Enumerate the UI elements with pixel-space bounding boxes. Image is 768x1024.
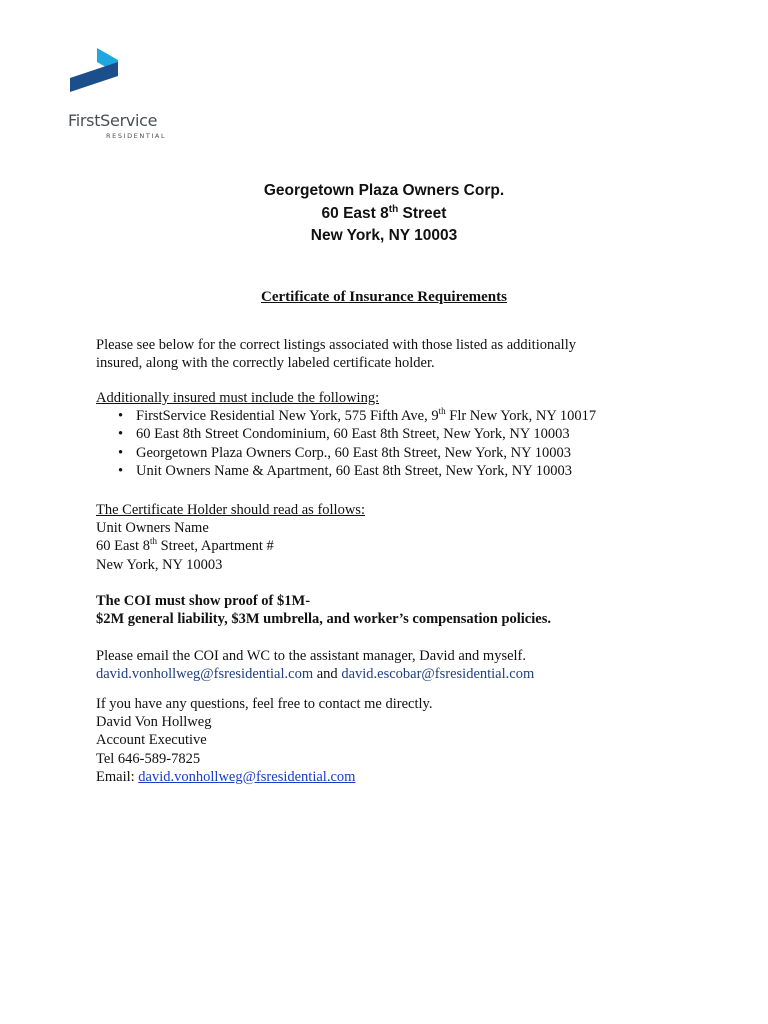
additional-insured-section: [96, 389, 656, 480]
property-header: [0, 180, 768, 248]
firstservice-logo-icon: [70, 48, 120, 106]
logo-subtitle: RESIDENTIAL: [106, 132, 167, 140]
certificate-holder-section: [96, 501, 656, 574]
list-item: • FirstService Residential New York, 575 Fifth Ave, 9th Flr New York, NY 10017: [118, 406, 597, 425]
coi-requirement: The COI must show proof of $1M- $2M general liability, $3M umbrella, and worker’s compensation policies.: [96, 593, 551, 628]
email-request: Please email the COI and WC to the assistant manager, David and myself. david.vonhollweg@fsresidential.com and david.escobar@fsresidential.com: [96, 648, 535, 683]
email-escobar[interactable]: david.escobar@fsresidential.com: [341, 666, 535, 683]
property-name: Georgetown Plaza Owners Corp.: [263, 182, 505, 199]
list-item: • 60 East 8th Street Condominium, 60 East 8th Street, New York, NY 10003: [118, 426, 570, 443]
property-city: New York, NY 10003: [310, 227, 458, 244]
list-item: • Unit Owners Name & Apartment, 60 East 8th Street, New York, NY 10003: [118, 462, 573, 479]
contact-email-link[interactable]: david.vonhollweg@fsresidential.com: [138, 768, 356, 785]
firstservice-logo: [68, 48, 178, 148]
additional-insured-heading: Additionally insured must include the following:: [96, 390, 380, 406]
email-vonhollweg[interactable]: david.vonhollweg@fsresidential.com: [96, 666, 314, 683]
list-item: • Georgetown Plaza Owners Corp., 60 East 8th Street, New York, NY 10003: [118, 444, 571, 461]
contact-name: David Von Hollweg: [96, 714, 212, 731]
additional-insured-list: [96, 407, 656, 480]
document-title: Certificate of Insurance Requirements: [261, 289, 507, 305]
holder-city: New York, NY 10003: [96, 556, 223, 573]
holder-street: 60 East 8th Street, Apartment #: [96, 536, 274, 555]
contact-block: If you have any questions, feel free to contact me directly. David Von Hollweg Account Executive Tel 646-589-7825 Email: david.vonhollweg@fsresidential.com: [96, 695, 656, 786]
intro-paragraph: Please see below for the correct listings associated with those listed as additionally insured, along with the correctly labeled certificate holder.: [96, 337, 576, 372]
property-street: 60 East 8th Street: [321, 203, 447, 222]
contact-role: Account Executive: [96, 732, 207, 749]
contact-tel: Tel 646-589-7825: [96, 750, 201, 767]
logo-wordmark: FirstService: [68, 111, 158, 130]
holder-name: Unit Owners Name: [96, 520, 209, 537]
certificate-holder-heading: The Certificate Holder should read as follows:: [96, 502, 365, 518]
